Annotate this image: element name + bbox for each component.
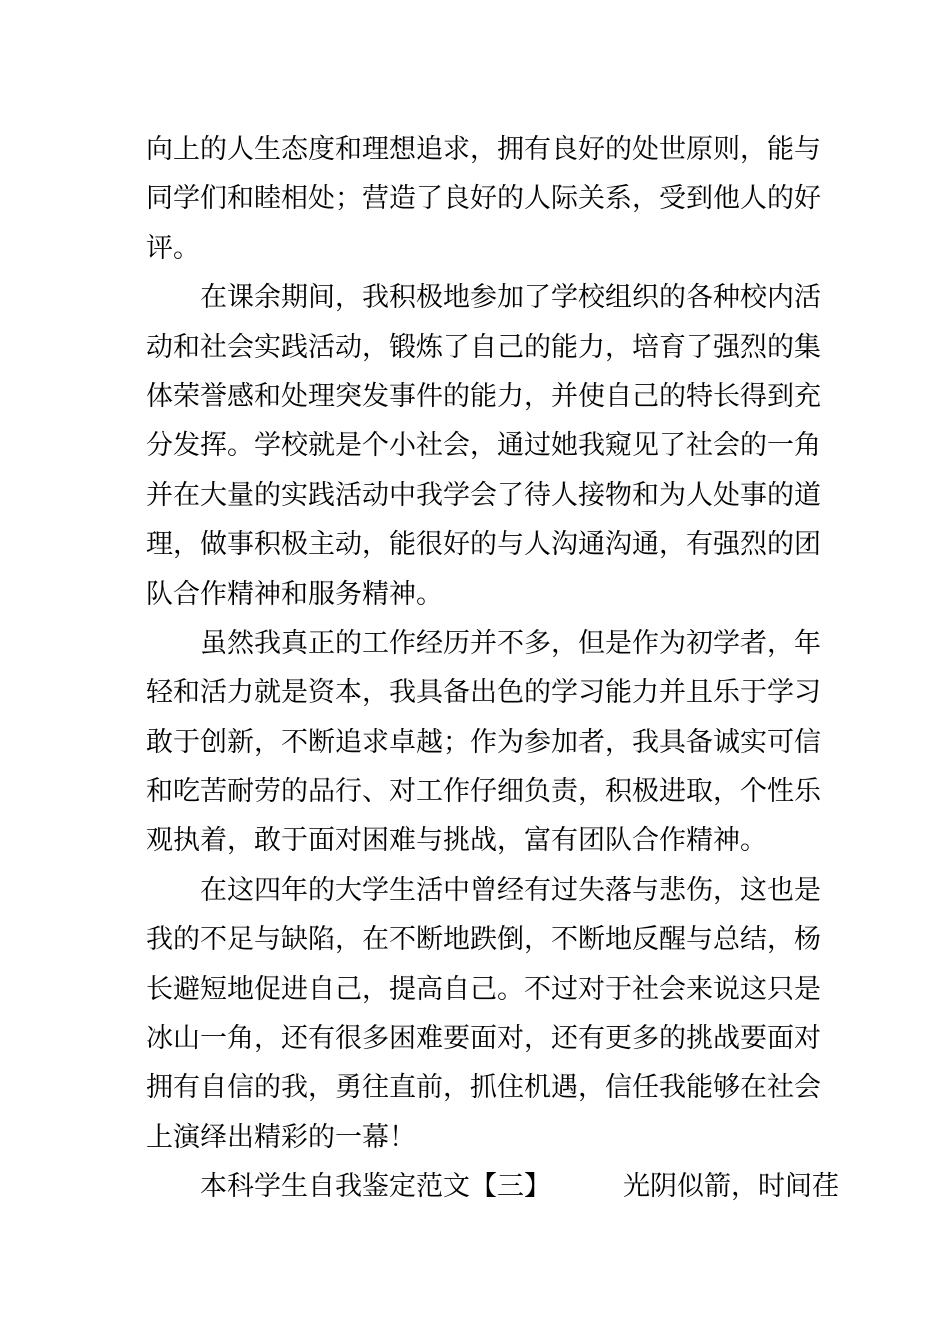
paragraph-2-line-6: 理，做事积极主动，能很好的与人沟通沟通，有强烈的团 bbox=[146, 529, 821, 561]
document-body bbox=[146, 125, 839, 1212]
paragraph-1-line-1: 向上的人生态度和理想追求，拥有良好的处世原则，能与 bbox=[146, 134, 821, 165]
paragraph-3-line-2: 轻和活力就是资本，我具备出色的学习能力并且乐于学习 bbox=[146, 677, 821, 709]
paragraph-4-line-2: 我的不足与缺陷，在不断地跌倒，不断地反醒与总结，杨 bbox=[146, 924, 821, 956]
final-line bbox=[146, 1162, 839, 1211]
paragraph-2-line-1: 在课余期间，我积极地参加了学校组织的各种校内活 bbox=[200, 282, 821, 314]
paragraph-4-line-4: 冰山一角，还有很多困难要面对，还有更多的挑战要面对 bbox=[146, 1023, 821, 1055]
paragraph-2-line-4: 分发挥。学校就是个小社会，通过她我窥见了社会的一角 bbox=[146, 430, 821, 462]
paragraph-2-line-7: 队合作精神和服务精神。 bbox=[146, 578, 443, 610]
paragraph-4-line-5: 拥有自信的我，勇往直前，抓住机遇，信任我能够在社会 bbox=[146, 1072, 821, 1104]
paragraph-3-line-3: 敢于创新，不断追求卓越；作为参加者，我具备诚实可信 bbox=[146, 726, 821, 758]
paragraph-4-line-3: 长避短地促进自己，提高自己。不过对于社会来说这只是 bbox=[146, 973, 821, 1005]
section-heading: 本科学生自我鉴定范文【三】 bbox=[200, 1171, 551, 1203]
paragraph-1-line-2: 同学们和睦相处；营造了良好的人际关系，受到他人的好 bbox=[146, 183, 821, 215]
paragraph-1-line-3: 评。 bbox=[146, 232, 200, 264]
paragraph-4-line-6: 上演绎出精彩的一幕！ bbox=[146, 1121, 416, 1153]
paragraph-3-line-1: 虽然我真正的工作经历并不多，但是作为初学者，年 bbox=[200, 627, 821, 659]
paragraph-2-line-5: 并在大量的实践活动中我学会了待人接物和为人处事的道 bbox=[146, 479, 821, 511]
continuation-text: 光阴似箭，时间荏 bbox=[623, 1171, 839, 1203]
paragraph-3-line-4: 和吃苦耐劳的品行、对工作仔细负责，积极进取，个性乐 bbox=[146, 776, 821, 808]
paragraph-3-line-5: 观执着，敢于面对困难与挑战，富有团队合作精神。 bbox=[146, 825, 767, 857]
paragraph-2-line-3: 体荣誉感和处理突发事件的能力，并使自己的特长得到充 bbox=[146, 380, 821, 412]
paragraph-4-line-1: 在这四年的大学生活中曾经有过失落与悲伤，这也是 bbox=[200, 874, 821, 906]
paragraph-2-line-2: 动和社会实践活动，锻炼了自己的能力，培育了强烈的集 bbox=[146, 331, 821, 363]
